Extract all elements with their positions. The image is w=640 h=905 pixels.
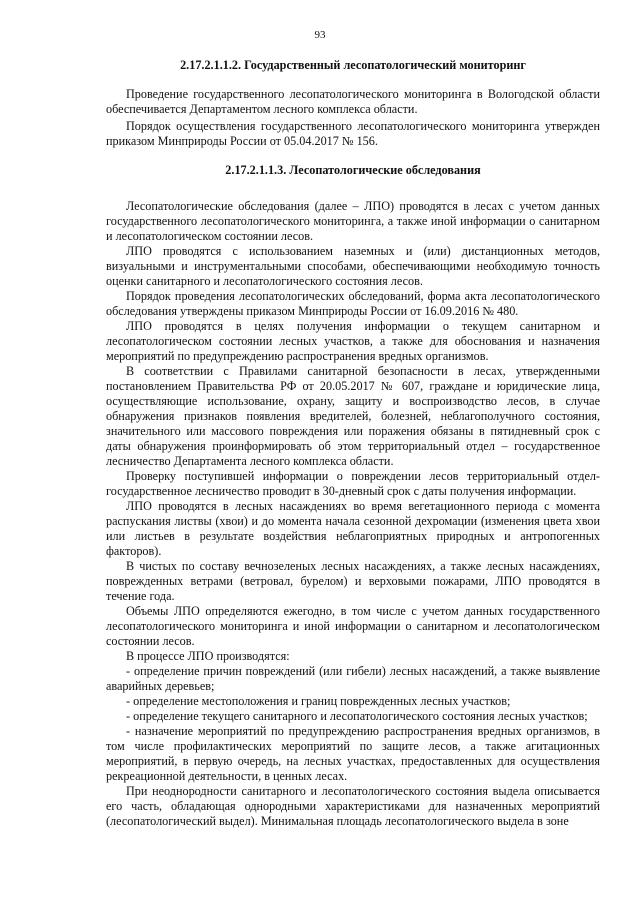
paragraph: В процессе ЛПО производятся:: [126, 649, 290, 663]
section-heading-monitoring: 2.17.2.1.1.2. Государственный лесопатологический мониторинг: [180, 58, 526, 72]
paragraph: ЛПО проводятся в лесных насаждениях во время вегетационного периода с момента распускания листвы (хвои) и до момента начала сезонной дехромации (изменения цвета хвои или листьев в результате воздействия неблагоприятных природных и антропогенных факторов).: [106, 499, 600, 558]
paragraph: Лесопатологические обследования (далее – ЛПО) проводятся в лесах с учетом данных государственного лесопатологического мониторинга, а также иной информации о санитарном и лесопатологическом состоянии лесов.: [106, 199, 600, 243]
page-number: 93: [314, 29, 326, 41]
page-content: [106, 58, 600, 829]
section-heading-surveys: 2.17.2.1.1.3. Лесопатологические обследования: [225, 163, 481, 177]
paragraph: ЛПО проводятся с использованием наземных и (или) дистанционных методов, визуальными и инструментальными способами, обеспечивающими необходимую точность оценки санитарного и лесопатологического состояния лесов.: [106, 244, 600, 288]
paragraph: В соответствии с Правилами санитарной безопасности в лесах, утвержденными постановлением Правительства РФ от 20.05.2017 № 607, граждане и юридические лица, осуществляющие использование, охрану, защиту и воспроизводство лесов, в случае обнаружения признаков появления вредителей, болезней, неблагополучного состояния, значительного или массового повреждения или поражения обязаны в пятидневный срок с даты обнаружения проинформировать об этом территориальный отдел – государственное лесничество Департамента леcного комплекса области.: [106, 364, 600, 468]
paragraph: Объемы ЛПО определяются ежегодно, в том числе с учетом данных государственного лесопатологического мониторинга и иной информации о санитарном и лесопатологическом состоянии лесов.: [106, 604, 600, 648]
paragraph: При неоднородности санитарного и лесопатологического состояния выдела описывается его часть, обладающая однородными характеристиками для назначенных мероприятий (лесопатологический выдел). Минимальная площадь лесопатологического выдела в зоне: [106, 784, 600, 828]
paragraph: Порядок осуществления государственного лесопатологического мониторинга утвержден приказом Минприроды России от 05.04.2017 № 156.: [106, 119, 600, 148]
list-item: - назначение мероприятий по предупреждению распространения вредных организмов, в том числе профилактических мероприятий по защите лесов, а также агитационных мероприятий, в первую очередь, на лесных участках, предоставленных для осуществления рекреационной деятельности, в ценных лесах.: [106, 724, 600, 783]
list-item: - определение причин повреждений (или гибели) лесных насаждений, а также выявление аварийных деревьев;: [106, 664, 600, 693]
list-item: - определение текущего санитарного и лесопатологического состояния лесных участков;: [126, 709, 588, 723]
list-item: - определение местоположения и границ поврежденных лесных участков;: [126, 694, 511, 708]
paragraph: Проверку поступившей информации о повреждении лесов территориальный отдел-государственное лесничество проводит в 30-дневный срок с даты получения информации.: [106, 469, 600, 498]
paragraph: ЛПО проводятся в целях получения информации о текущем санитарном и лесопатологическом состоянии лесных участков, а также для обоснования и назначения мероприятий по предупреждению распространения вредных организмов.: [106, 319, 600, 363]
paragraph: Порядок проведения лесопатологических обследований, форма акта лесопатологического обследования утверждены приказом Минприроды России от 16.09.2016 № 480.: [106, 289, 600, 318]
paragraph: Проведение государственного лесопатологического мониторинга в Вологодской области обеспечивается Департаментом лесного комплекса области.: [106, 87, 600, 116]
paragraph: В чистых по составу вечнозеленых лесных насаждениях, а также лесных насаждениях, поврежденных ветрами (ветровал, бурелом) и верховыми пожарами, ЛПО проводятся в течение года.: [106, 559, 600, 603]
